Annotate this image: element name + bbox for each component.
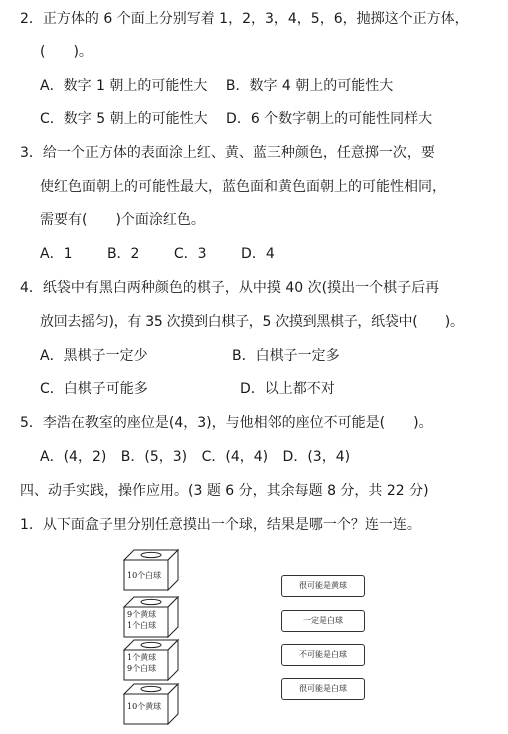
q3-option-d: D．4 — [241, 246, 275, 262]
q2-option-a: A．数字 1 朝上的可能性大 — [40, 78, 208, 94]
q4-option-c: C．白棋子可能多 — [40, 381, 148, 397]
q3-option-a: A．1 — [40, 246, 73, 262]
q4-line2: 放回去摇匀)，有 35 次摸到白棋子，5 次摸到黑棋子，纸袋中( )。 — [40, 314, 464, 330]
q5-option-a: A．(4，2) — [40, 449, 107, 465]
q4-line1: 4．纸袋中有黑白两种颜色的棋子，从中摸 40 次(摸出一个棋子后再 — [20, 280, 440, 296]
q4-option-d: D．以上都不对 — [240, 381, 335, 397]
q5-option-b: B．(5，3) — [120, 449, 188, 465]
section4-title: 四、动手实践，操作应用。(3 题 6 分，其余每题 8 分，共 22 分) — [20, 483, 429, 499]
answer-box-3[interactable]: 不可能是白球 — [281, 644, 365, 666]
q3-option-c: C．3 — [173, 246, 207, 262]
q2-option-b: B．数字 4 朝上的可能性大 — [225, 78, 394, 94]
box-3-label-line2: 9个白球 — [127, 664, 157, 673]
answer-box-1[interactable]: 很可能是黄球 — [281, 575, 365, 597]
q2-option-d: D．6 个数字朝上的可能性同样大 — [226, 111, 433, 127]
box-2-label-line1: 9个黄球 — [127, 610, 157, 619]
q2-line1: 2．正方体的 6 个面上分别写着 1，2，3，4，5，6，抛掷这个正方体， — [20, 11, 469, 27]
q3-line1: 3．给一个正方体的表面涂上红、黄、蓝三种颜色，任意掷一次，要 — [20, 145, 435, 161]
q2-option-c: C．数字 5 朝上的可能性大 — [40, 111, 208, 127]
q5-option-d: D．(3，4) — [282, 449, 351, 465]
q2-line2: ( )。 — [40, 44, 93, 60]
q3-line2: 使红色面朝上的可能性最大，蓝色面和黄色面朝上的可能性相同， — [40, 179, 446, 195]
ball-box-3 — [122, 638, 182, 682]
q2-options-row2 — [40, 110, 432, 128]
q5-line1: 5．李浩在教室的座位是(4，3)，与他相邻的座位不可能是( )。 — [20, 415, 433, 431]
q3-line3: 需要有( )个面涂红色。 — [40, 212, 205, 228]
box-2-label-line2: 1个白球 — [127, 621, 157, 630]
ball-box-4 — [122, 682, 182, 726]
q5-options — [40, 448, 350, 466]
box-1-label-line1: 10个白球 — [127, 571, 162, 580]
ball-box-2 — [122, 595, 182, 639]
answer-box-2[interactable]: 一定是白球 — [281, 610, 365, 632]
q5-option-c: C．(4，4) — [201, 449, 269, 465]
q4-option-b: B．白棋子一定多 — [232, 348, 340, 364]
q3-options — [40, 245, 275, 263]
box-1-icon — [122, 548, 182, 592]
ball-box-1 — [122, 548, 182, 592]
box-4-label-line1: 10个黄球 — [127, 702, 162, 711]
box-3-label-line1: 1个黄球 — [127, 653, 157, 662]
q4-option-a: A．黑棋子一定少 — [40, 348, 148, 364]
answer-box-4[interactable]: 很可能是白球 — [281, 678, 365, 700]
q2-options-row1 — [40, 77, 393, 95]
section4-q1: 1．从下面盒子里分别任意摸出一个球，结果是哪一个？连一连。 — [20, 517, 421, 533]
q3-option-b: B．2 — [106, 246, 140, 262]
